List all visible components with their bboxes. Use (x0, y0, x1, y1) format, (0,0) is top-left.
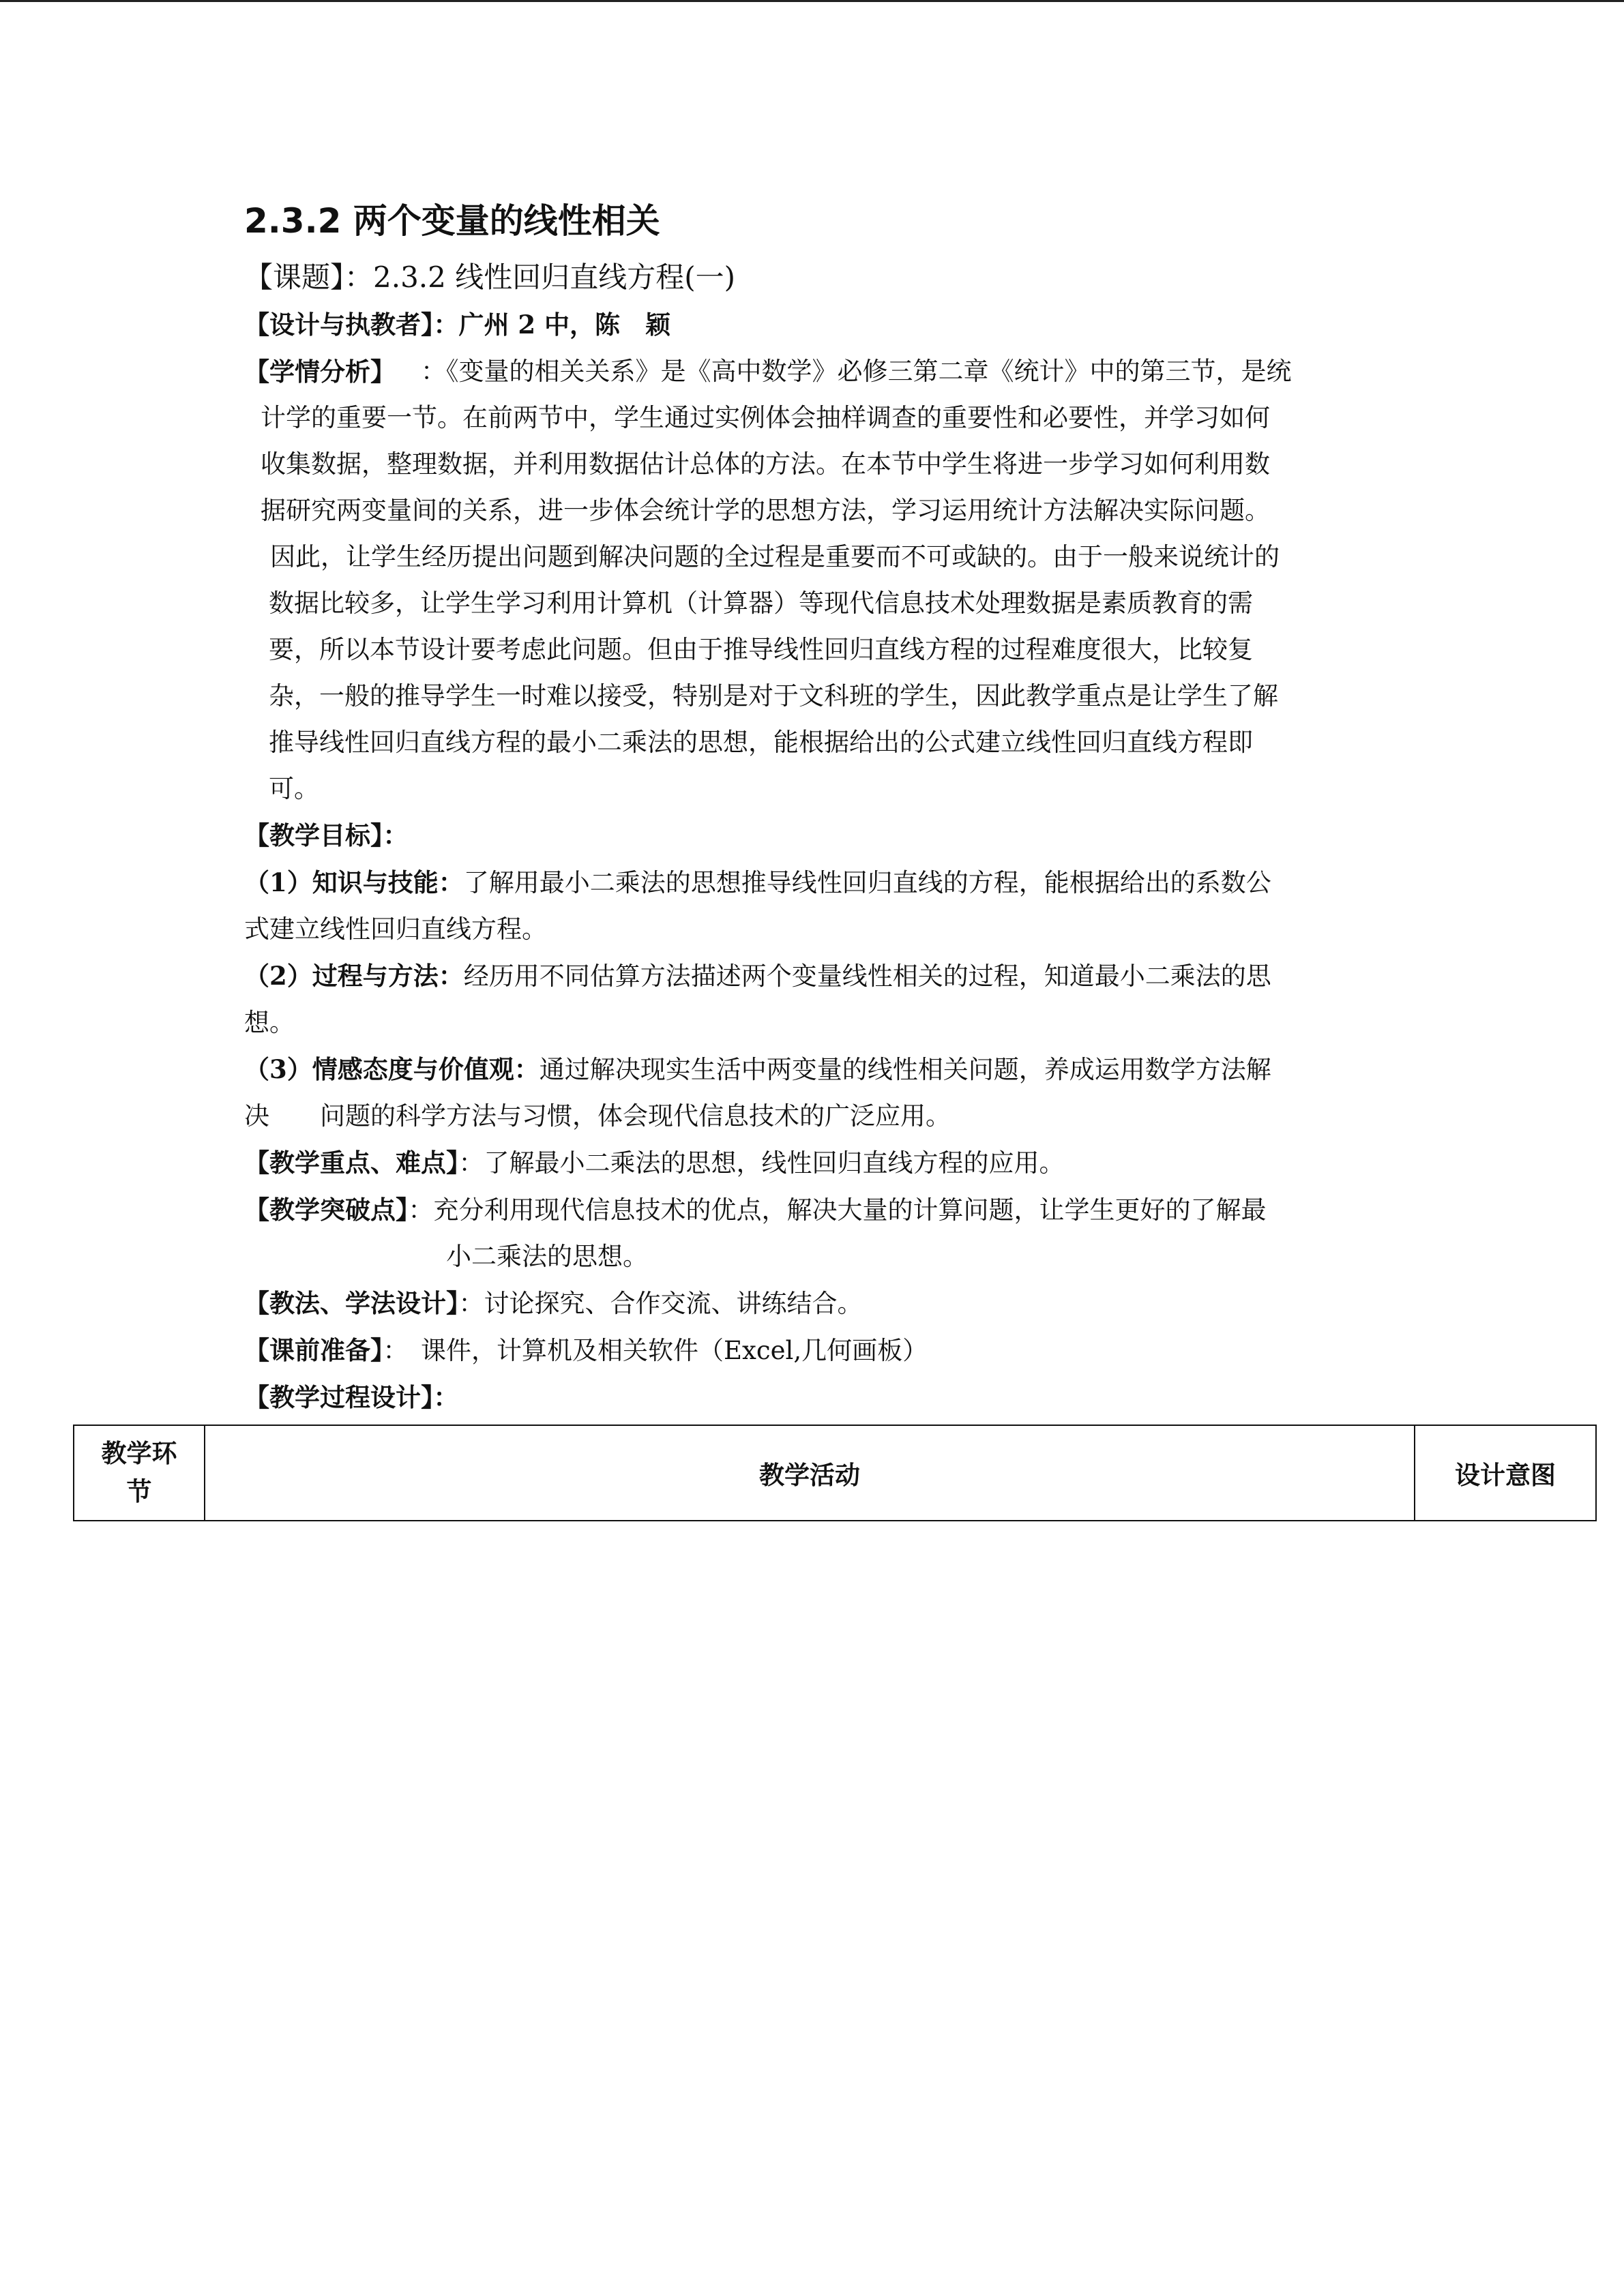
goal3-label: （3）情感态度与价值观： (244, 1054, 540, 1084)
table-header-row (74, 1425, 1596, 1521)
analysis-line: 因此，让学生经历提出问题到解决问题的全过程是重要而不可或缺的。由于一般来说统计的 (270, 542, 1280, 571)
analysis-paragraph (244, 348, 1431, 812)
analysis-text (411, 348, 1431, 395)
goal3-line1: 通过解决现实生活中两变量的线性相关问题，养成运用数学方法解 (539, 1055, 1271, 1084)
analysis-line: 可。 (269, 774, 319, 803)
topic-value: ：2.3.2 线性回归直线方程(一) (344, 260, 736, 294)
goal2-line1: 经历用不同估算方法描述两个变量线性相关的过程，知道最小二乘法的思 (463, 961, 1271, 991)
analysis-line: 收集数据，整理数据，并利用数据估计总体的方法。在本节中学生将进一步学习如何利用数 (261, 449, 1270, 479)
process-heading (244, 1374, 1431, 1421)
goal-process (244, 953, 1431, 1046)
analysis-line: 要，所以本节设计要考虑此问题。但由于推导线性回归直线方程的过程难度很大，比较复 (269, 635, 1253, 664)
header-teaching-stage (74, 1425, 205, 1521)
analysis-text-rest (244, 395, 1431, 812)
prep-value: ： 课件，计算机及相关软件（Excel,几何画板） (383, 1336, 928, 1365)
analysis-line: 据研究两变量间的关系，进一步体会统计学的思想方法，学习运用统计方法解决实际问题。 (261, 496, 1270, 525)
process-suffix: ： (433, 1382, 459, 1412)
analysis-label: 【学情分析】 (244, 357, 396, 387)
header-design-intent: 设计意图 (1415, 1425, 1596, 1521)
header-stage-line2: 节 (126, 1477, 152, 1506)
goal1-label: （1）知识与技能： (244, 867, 464, 897)
breakthrough-label: 【教学突破点】 (244, 1195, 409, 1225)
analysis-line: 计学的重要一节。在前两节中，学生通过实例体会抽样调查的重要性和必要性，并学习如何 (261, 403, 1270, 432)
header-teaching-activity: 教学活动 (205, 1425, 1415, 1521)
goals-suffix: ： (383, 820, 409, 850)
goals-label: 【教学目标】 (244, 820, 383, 850)
analysis-line: ：《变量的相关关系》是《高中数学》必修三第二章《统计》中的第三节，是统 (421, 357, 1292, 386)
designer-line (244, 301, 1431, 348)
keypoints-value: ：了解最小二乘法的思想，线性回归直线方程的应用。 (458, 1148, 1065, 1178)
methods-label: 【教法、学法设计】 (244, 1288, 459, 1318)
breakthrough-block (244, 1187, 1431, 1280)
goal1-line1: 了解用最小二乘法的思想推导线性回归直线的方程，能根据给出的系数公 (463, 868, 1271, 897)
goal1-line2: 式建立线性回归直线方程。 (244, 914, 547, 944)
keypoints-label: 【教学重点、难点】 (244, 1148, 459, 1178)
goal-knowledge (244, 859, 1431, 953)
keypoints-line (244, 1139, 1431, 1187)
prep-label: 【课前准备】 (244, 1335, 383, 1365)
methods-value: ：讨论探究、合作交流、讲练结合。 (458, 1289, 863, 1318)
goals-heading (244, 812, 1431, 859)
prep-line (244, 1327, 1431, 1374)
breakthrough-line2: 小二乘法的思想。 (446, 1242, 648, 1271)
analysis-line: 数据比较多，让学生学习利用计算机（计算器）等现代信息技术处理数据是素质教育的需 (269, 588, 1253, 618)
page-title: 2.3.2 两个变量的线性相关 (244, 201, 660, 241)
header-stage-line1: 教学环 (101, 1439, 177, 1468)
designer-label: 【设计与执教者】 (244, 310, 434, 340)
topic-label: 【课题】 (244, 260, 345, 294)
lesson-plan (244, 194, 1431, 1421)
process-label: 【教学过程设计】 (244, 1382, 434, 1412)
analysis-line: 推导线性回归直线方程的最小二乘法的思想，能根据给出的公式建立线性回归直线方程即 (269, 728, 1253, 757)
designer-value: ：广州 2 中，陈 颖 (433, 310, 671, 340)
goal2-label: （2）过程与方法： (244, 961, 464, 991)
goal-attitude (244, 1046, 1431, 1139)
breakthrough-line1: ：充分利用现代信息技术的优点，解决大量的计算问题，让学生更好的了解最 (408, 1195, 1267, 1225)
goal3-line2: 决 问题的科学方法与习惯，体会现代信息技术的广泛应用。 (244, 1101, 951, 1131)
teaching-process-table (73, 1425, 1597, 1521)
goal2-line2: 想。 (244, 1008, 295, 1037)
top-border-line (0, 0, 1624, 2)
analysis-line: 杂，一般的推导学生一时难以接受，特别是对于文科班的学生，因此教学重点是让学生了解 (269, 681, 1278, 711)
topic-line (244, 254, 1431, 301)
methods-line (244, 1280, 1431, 1327)
